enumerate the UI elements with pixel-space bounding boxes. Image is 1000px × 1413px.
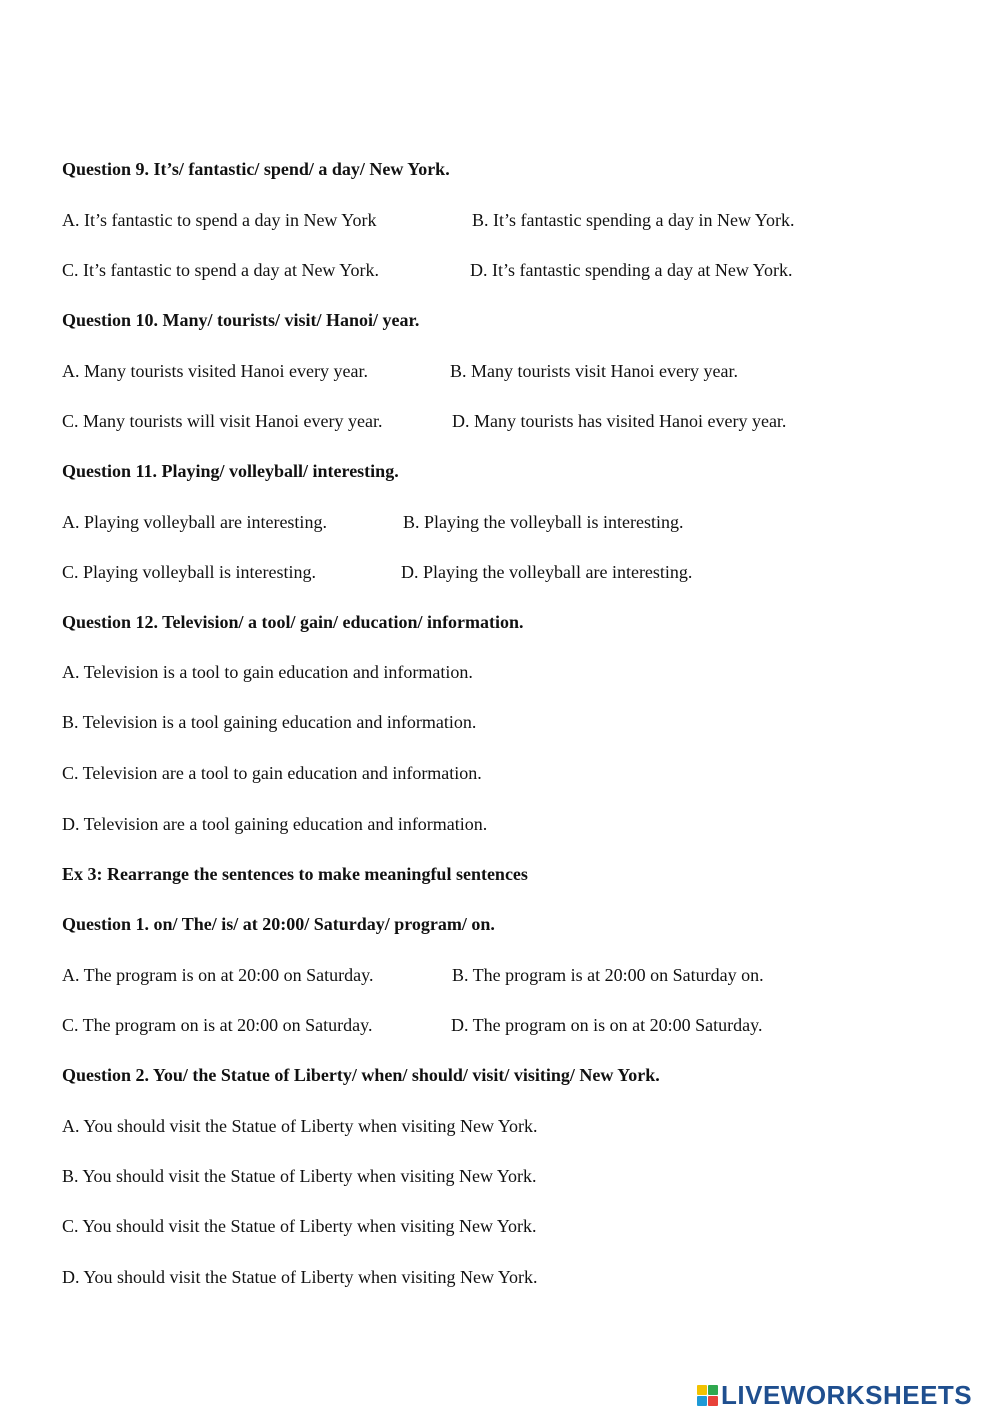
question-9-option-d[interactable]: D. It’s fantastic spending a day at New York.	[470, 260, 793, 280]
ex3-question-1-title: Question 1. on/ The/ is/ at 20:00/ Saturday/ program/ on.	[62, 914, 495, 934]
question-10-option-b[interactable]: B. Many tourists visit Hanoi every year.	[450, 361, 738, 381]
logo-tile-red	[708, 1396, 718, 1406]
question-11-row-2	[62, 561, 693, 583]
liveworksheets-logo-text: LIVEWORKSHEETS	[721, 1379, 973, 1410]
question-12-title: Question 12. Television/ a tool/ gain/ education/ information.	[62, 612, 524, 632]
liveworksheets-logo	[697, 1380, 972, 1410]
logo-tile-yellow	[697, 1385, 707, 1395]
question-12-option-a[interactable]: A. Television is a tool to gain education and information.	[62, 662, 473, 682]
ex3-question-1-option-a[interactable]: A. The program is on at 20:00 on Saturday.	[62, 965, 374, 985]
ex3-question-2-option-c[interactable]: C. You should visit the Statue of Liberty when visiting New York.	[62, 1216, 537, 1236]
exercise-3-heading: Ex 3: Rearrange the sentences to make meaningful sentences	[62, 864, 528, 884]
ex3-question-2-option-b[interactable]: B. You should visit the Statue of Liberty when visiting New York.	[62, 1166, 537, 1186]
logo-tile-blue	[697, 1396, 707, 1406]
logo-tile-green	[708, 1385, 718, 1395]
ex3-question-1-option-b[interactable]: B. The program is at 20:00 on Saturday on.	[452, 965, 764, 985]
liveworksheets-logo-icon	[697, 1385, 718, 1406]
question-10-option-c[interactable]: C. Many tourists will visit Hanoi every year.	[62, 411, 383, 431]
question-11-option-b[interactable]: B. Playing the volleyball is interesting.	[403, 512, 684, 532]
question-9-row-1	[62, 209, 795, 231]
question-11-option-d[interactable]: D. Playing the volleyball are interesting.	[401, 562, 693, 582]
question-11-option-c[interactable]: C. Playing volleyball is interesting.	[62, 562, 316, 582]
ex3-question-1-option-c[interactable]: C. The program on is at 20:00 on Saturday.	[62, 1015, 373, 1035]
ex3-question-2-title: Question 2. You/ the Statue of Liberty/ when/ should/ visit/ visiting/ New York.	[62, 1065, 660, 1085]
question-9-option-b[interactable]: B. It’s fantastic spending a day in New York.	[472, 210, 795, 230]
question-9-row-2	[62, 259, 793, 281]
question-12-option-b[interactable]: B. Television is a tool gaining education and information.	[62, 712, 477, 732]
question-10-row-2	[62, 410, 787, 432]
question-10-option-d[interactable]: D. Many tourists has visited Hanoi every year.	[452, 411, 787, 431]
ex3-question-1-option-d[interactable]: D. The program on is on at 20:00 Saturday.	[451, 1015, 763, 1035]
ex3-question-2-option-d[interactable]: D. You should visit the Statue of Liberty when visiting New York.	[62, 1267, 538, 1287]
ex3-question-2-option-a[interactable]: A. You should visit the Statue of Liberty when visiting New York.	[62, 1116, 538, 1136]
question-11-row-1	[62, 511, 684, 533]
question-12-option-c[interactable]: C. Television are a tool to gain education and information.	[62, 763, 482, 783]
ex3-question-1-row-2	[62, 1014, 763, 1036]
question-9-title: Question 9. It’s/ fantastic/ spend/ a day/ New York.	[62, 159, 450, 179]
ex3-question-1-row-1	[62, 964, 764, 986]
question-9-option-a[interactable]: A. It’s fantastic to spend a day in New York	[62, 210, 377, 230]
question-9-option-c[interactable]: C. It’s fantastic to spend a day at New York.	[62, 260, 379, 280]
question-10-title: Question 10. Many/ tourists/ visit/ Hanoi/ year.	[62, 310, 420, 330]
question-12-option-d[interactable]: D. Television are a tool gaining education and information.	[62, 814, 488, 834]
question-10-row-1	[62, 360, 738, 382]
question-10-option-a[interactable]: A. Many tourists visited Hanoi every year.	[62, 361, 368, 381]
question-11-option-a[interactable]: A. Playing volleyball are interesting.	[62, 512, 327, 532]
question-11-title: Question 11. Playing/ volleyball/ interesting.	[62, 461, 399, 481]
